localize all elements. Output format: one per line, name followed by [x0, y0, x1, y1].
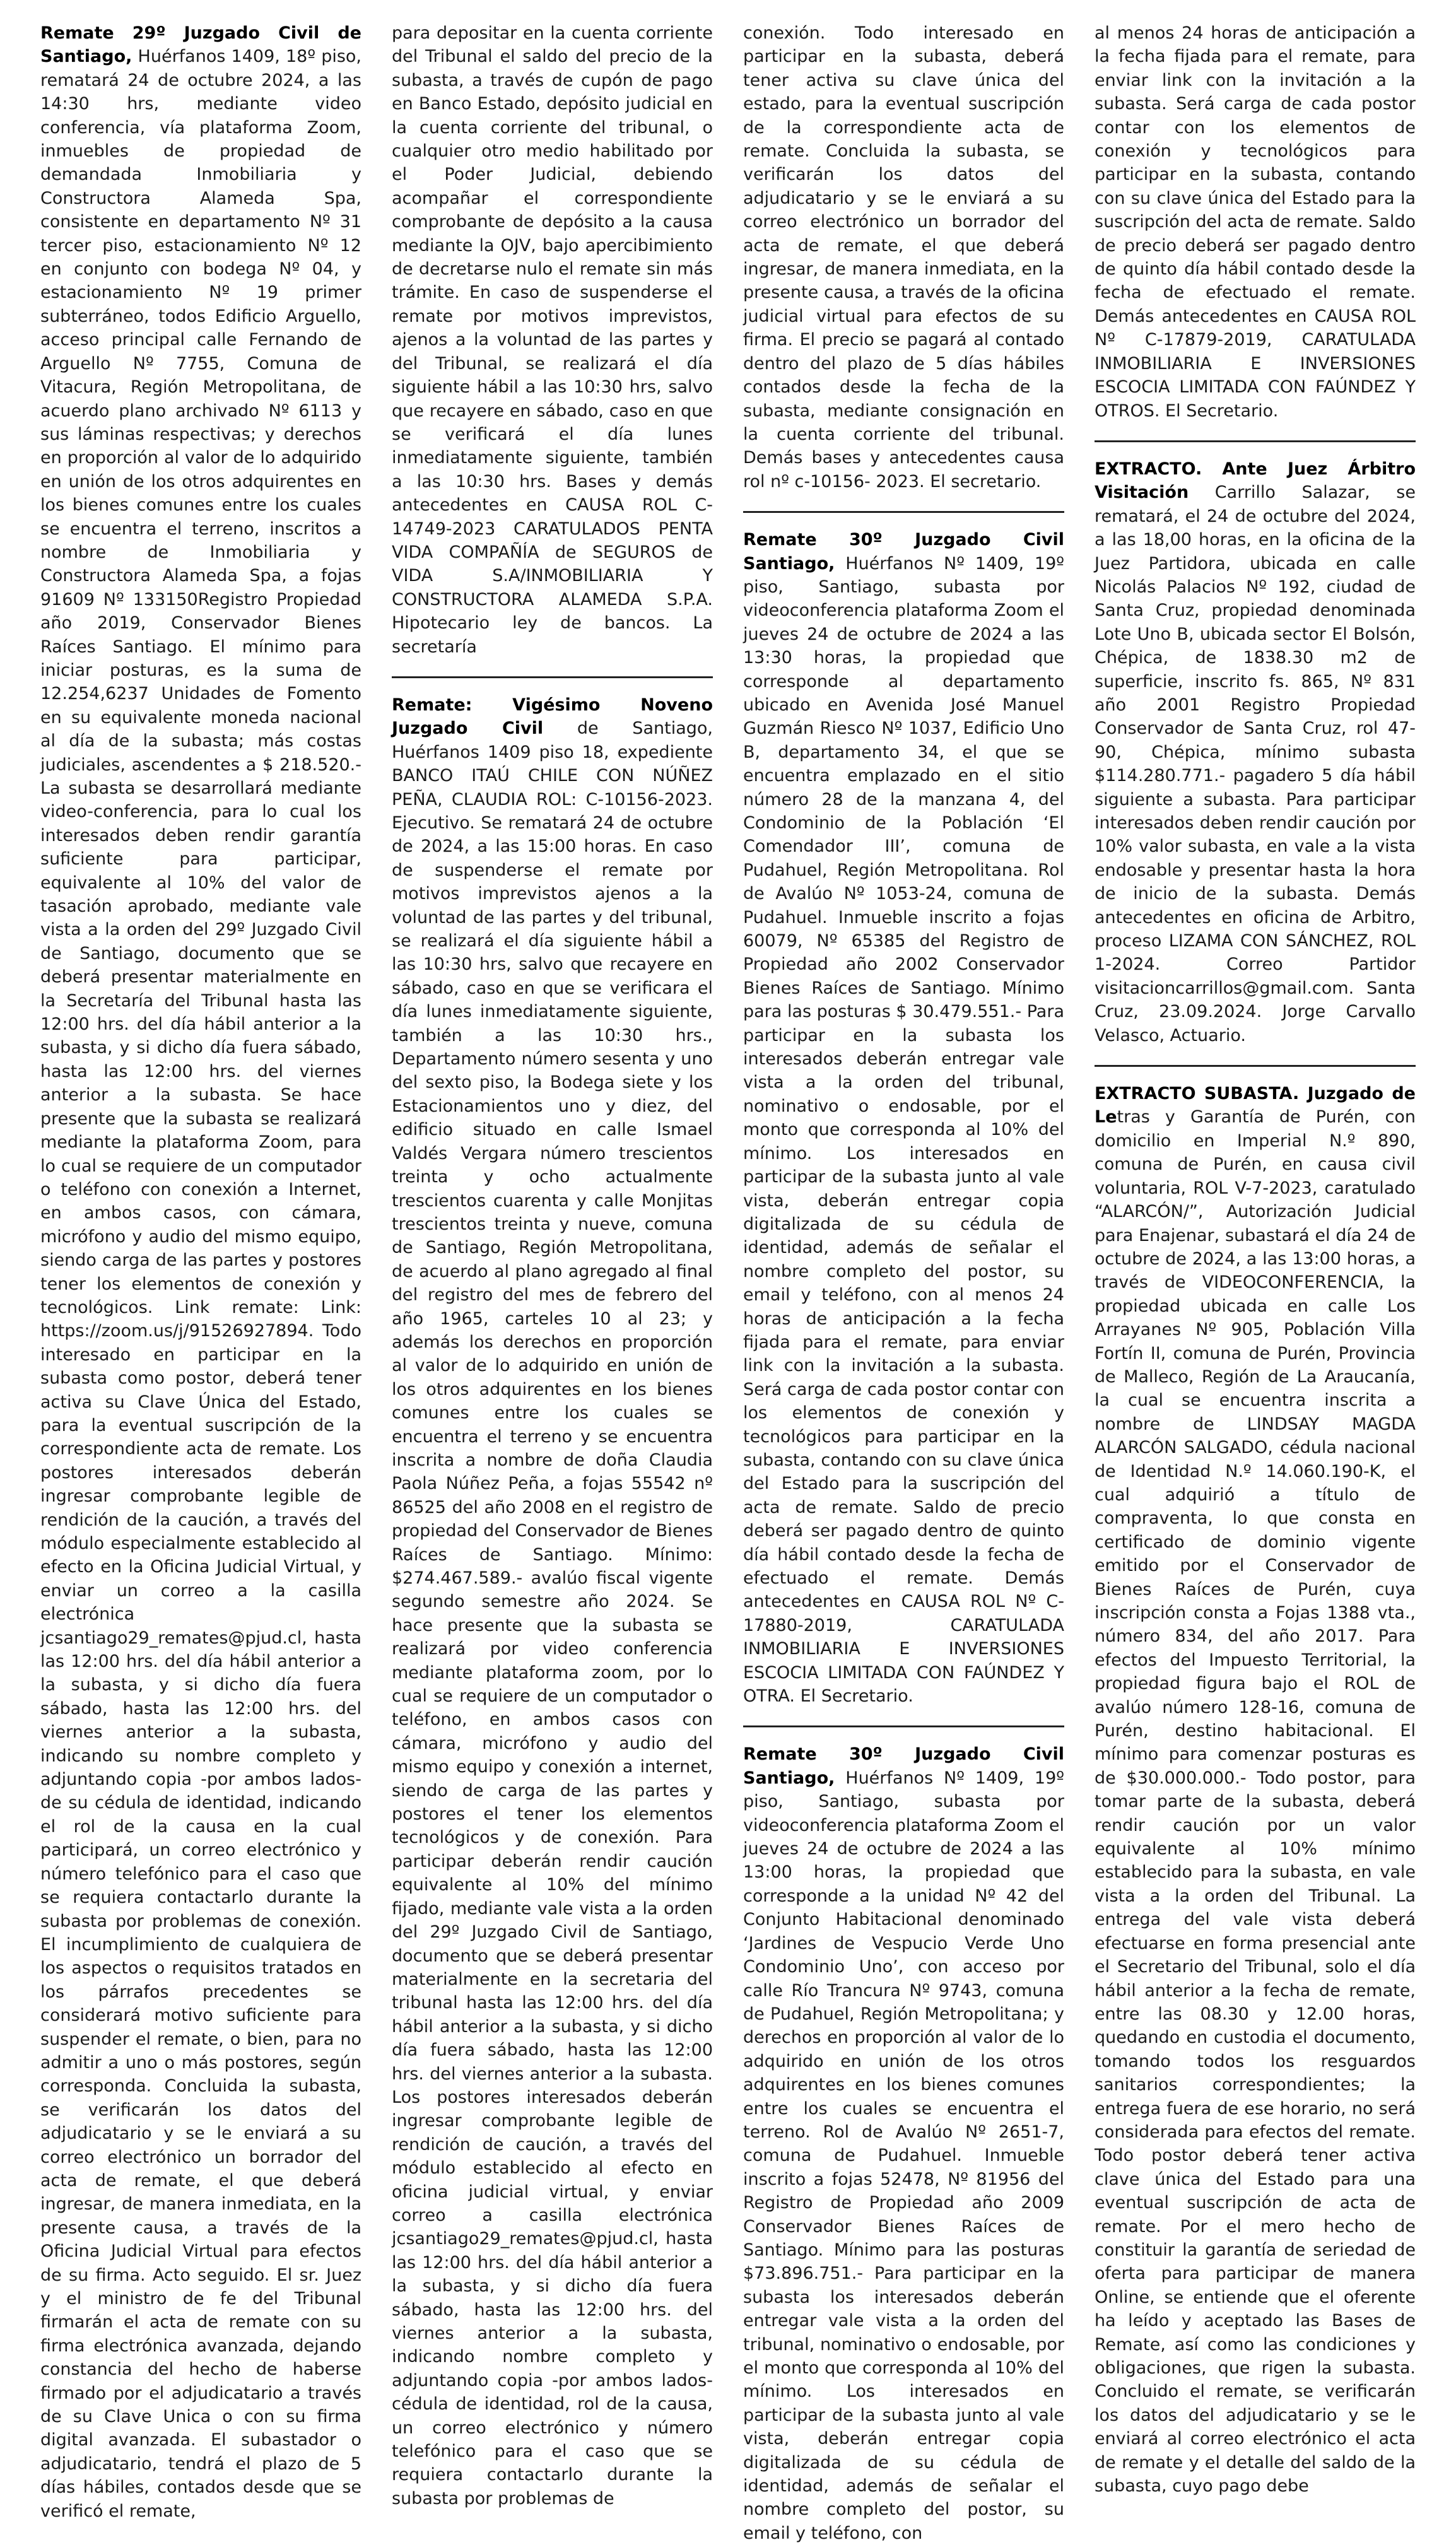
notice-extracto-juez-arbitro	[1095, 457, 1416, 1047]
notice-body: conexión. Todo interesado en participar en la subasta, deberá tener activa su clave única del estado, para la eventual suscripción de la correspondiente acta de remate. Concluida la subasta, se verificarán los datos del adjudicatario y se le enviará a su correo electrónico un borrador del acta de remate, el que deberá ingresar, de manera inmediata, en la presente causa, a través de la oficina judicial virtual para efectos de su firma. El precio se pagará al contado dentro del plazo de 5 días hábiles contados desde la fecha de la subasta, mediante consignación en la cuenta corriente del tribunal. Demás bases y antecedentes causa rol nº c-10156- 2023. El secretario.	[743, 23, 1064, 491]
notice-divider	[743, 1725, 1064, 1727]
notice-heading: EXTRACTO. Ante Juez Árbitro Visitación	[1095, 459, 1416, 503]
notice-body: Huérfanos Nº 1409, 19º piso, Santiago, subasta por videoconferencia plataforma Zoom el jueves 24 de octubre de 2024 a las 13:00 horas, la propiedad que corresponde a la unidad Nº 42 del Conjunto Habitacional denominado ‘Jardines de Vespucio Verde Uno Condominio Uno’, con acceso por calle Río Trancura Nº 9743, comuna de Pudahuel, Región Metropolitana; y derechos en proporción al valor de lo adquirido en unión de los otros adquirentes en los bienes comunes entre los cuales se encuentra el terreno. Rol de Avalúo Nº 2651-7, comuna de Pudahuel. Inmueble inscrito a fojas 52478, Nº 81956 del Registro de Propiedad año 2009 Conservador Bienes Raíces de Santiago. Mínimo para las posturas $73.896.751.- Para participar en la subasta los interesados deberán entregar vale vista a la orden del tribunal, nominativo o endosable, por el monto que corresponda al 10% del mínimo. Los interesados en participar de la subasta junto al vale vista, deberán entregar copia digitalizada de su cédula de identidad, además de señalar el nombre completo del postor, su email y teléfono, con	[743, 1768, 1064, 2543]
notice-continuation	[1095, 21, 1416, 423]
notice-body: de Santiago, Huérfanos 1409 piso 18, expediente BANCO ITAÚ CHILE CON NÚÑEZ PEÑA, CLAUDIA ROL: C-10156-2023. Ejecutivo. Se rematará 24 de octubre de 2024, a las 15:00 horas. En caso de suspenderse el remate por motivos imprevistos ajenos a la voluntad de las partes y del tribunal, se realizará el día siguiente hábil a las 10:30 hrs, salvo que recayere en sábado, caso en que se verificara el día lunes inmediatamente siguiente, también a las 10:30 hrs., Departamento número sesenta y uno del sexto piso, la Bodega siete y los Estacionamientos uno y diez, del edificio situado en calle Ismael Valdés Vergara número trescientos treinta y ocho actualmente trescientos cuarenta y calle Monjitas trescientos treinta y nueve, comuna de Santiago, Región Metropolitana, de acuerdo al plano agregado al final del registro del mes de febrero del año 1965, carteles 10 al 23; y además los derechos en proporción al valor de lo adquirido en unión de los otros adquirentes en los bienes comunes entre los cuales se encuentra el terreno y se encuentra inscrita a nombre de doña Claudia Paola Núñez Peña, a fojas 55542 nº 86525 del año 2008 en el registro de propiedad del Conservador de Bienes Raíces de Santiago. Mínimo: $274.467.589.- avalúo fiscal vigente segundo semestre año 2024. Se hace presente que la subasta se realizará por video conferencia mediante plataforma zoom, por lo cual se requiere de un computador o teléfono, en ambos casos con cámara, micrófono y audio del mismo equipo y conexión a internet, siendo de carga de las partes y postores el tener los elementos tecnológicos y de conexión. Para participar deberán rendir caución equivalente al 10% del mínimo fijado, mediante vale vista a la orden del 29º Juzgado Civil de Santiago, documento que se deberá presentar materialmente en la secretaria del tribunal hasta las 12:00 hrs. del día hábil anterior a la subasta, y si dicho día fuera sábado, hasta las 12:00 hrs. del viernes anterior a la subasta. Los postores interesados deberán ingresar comprobante legible de rendición de caución, a través del módulo establecido al efecto en oficina judicial virtual, y enviar correo a casilla electrónica jcsantiago29_remates@pjud.cl, hasta las 12:00 hrs. del día hábil anterior a la subasta, y si dicho día fuera sábado, hasta las 12:00 hrs. del viernes anterior a la subasta, indicando nombre completo y adjuntando copia -por ambos lados- cédula de identidad, rol de la causa, un correo electrónico y número telefónico para el caso que se requiera contactarlo durante la subasta por problemas de	[392, 719, 713, 2508]
notice-heading: Remate 29º Juzgado Civil de Santiago,	[40, 23, 361, 67]
column-3	[743, 21, 1064, 2543]
notice-body: para depositar en la cuenta corriente del Tribunal el saldo del precio de la subasta, a través de cupón de pago en Banco Estado, depósito judicial en la cuenta corriente del tribunal, o cualquier otro medio habilitado por el Poder Judicial, debiendo acompañar el correspondiente comprobante de depósito a la causa mediante la OJV, bajo apercibimiento de decretarse nulo el remate sin más trámite. En caso de suspenderse el remate por motivos imprevistos, ajenos a la voluntad de las partes y del Tribunal, se realizará el día siguiente hábil a las 10:30 hrs, salvo que recayere en sábado, caso en que se verificará el día lunes inmediatamente siguiente, también a las 10:30 hrs. Bases y demás antecedentes en CAUSA ROL C-14749-2023 CARATULADOS PENTA VIDA COMPAÑÍA de SEGUROS de VIDA S.A/INMOBILIARIA Y CONSTRUCTORA ALAMEDA S.P.A. Hipotecario ley de bancos. La secretaría	[392, 23, 713, 657]
notice-divider	[1095, 440, 1416, 442]
notice-heading: Remate 30º Juzgado Civil Santiago,	[743, 1744, 1064, 1788]
column-2	[392, 21, 713, 2508]
column-1	[40, 21, 361, 2521]
notice-divider	[392, 676, 713, 678]
notice-remate-vigesimo-noveno	[392, 693, 713, 2510]
notice-body: Carrillo Salazar, se rematará, el 24 de octubre del 2024, a las 18,00 horas, en la oficina de la Juez Partidora, ubicada en calle Nicolás Palacios Nº 192, ciudad de Santa Cruz, propiedad denominada Lote Uno B, ubicada sector El Bolsón, Chépica, de 1838.30 m2 de superficie, inscrito fs. 865, Nº 831 año 2001 Registro Propiedad Conservador de Santa Cruz, rol 47-90, Chépica, mínimo subasta $114.280.771.- pagadero 5 día hábil siguiente a subasta. Para participar interesados deben rendir caución por 10% valor subasta, en vale a la vista endosable y presentar hasta la hora de inicio de la subasta. Demás antecedentes en oficina de Arbitro, proceso LIZAMA CON SÁNCHEZ, ROL 1-2024. Correo Partidor visitacioncarrillos@gmail.com. Santa Cruz, 23.09.2024. Jorge Carvallo Velasco, Actuario.	[1095, 483, 1416, 1045]
notice-heading: EXTRACTO SUBASTA. Juzgado de Le	[1095, 1084, 1416, 1127]
notice-continuation	[743, 21, 1064, 493]
notice-continuation	[392, 21, 713, 659]
notice-body: Huérfanos Nº 1409, 19º piso, Santiago, subasta por videoconferencia plataforma Zoom el jueves 24 de octubre de 2024 a las 13:30 horas, la propiedad que corresponde al departamento ubicado en Avenida José Manuel Guzmán Riesco Nº 1037, Edificio Uno B, departamento 34, el que se encuentra emplazado en el sitio número 28 de la manzana 4, del Condominio de la Población ‘El Comendador III’, comuna de Pudahuel, Región Metropolitana. Rol de Avalúo Nº 1053-24, comuna de Pudahuel. Inmueble inscrito a fojas 60079, Nº 65385 del Registro de Propiedad año 2002 Conservador Bienes Raíces de Santiago. Mínimo para las posturas $ 30.479.551.- Para participar en la subasta los interesados deberán entregar vale vista a la orden del tribunal, nominativo o endosable, por el monto que corresponda al 10% del mínimo. Los interesados en participar de la subasta junto al vale vista, deberán entregar copia digitalizada de su cédula de identidad, además de señalar el nombre completo del postor, su email y teléfono, con al menos 24 horas de anticipación a la fecha fijada para el remate, para enviar link con la invitación a la subasta. Será carga de cada postor contar con los elementos de conexión y tecnológicos para participar en la subasta, contando con su clave única del Estado para la suscripción del acta de remate. Saldo de precio deberá ser pagado dentro de quinto día hábil contado desde la fecha de efectuado el remate. Demás antecedentes en CAUSA ROL Nº C-17880-2019, CARATULADA INMOBILIARIA E INVERSIONES ESCOCIA LIMITADA CON FAÚNDEZ Y OTRA. El Secretario.	[743, 553, 1064, 1707]
notice-body: al menos 24 horas de anticipación a la fecha fijada para el remate, para enviar link con la invitación a la subasta. Será carga de cada postor contar con los elementos de conexión y tecnológicos para participar en la subasta, contando con su clave única del Estado para la suscripción del acta de remate. Saldo de precio deberá ser pagado dentro de quinto día hábil contado desde la fecha de efectuado el remate. Demás antecedentes en CAUSA ROL Nº C-17879-2019, CARATULADA INMOBILIARIA E INVERSIONES ESCOCIA LIMITADA CON FAÚNDEZ Y OTROS. El Secretario.	[1095, 23, 1416, 421]
notice-remate-30-juzgado-b	[743, 1743, 1064, 2545]
notice-remate-29-juzgado-zoom	[40, 21, 361, 2523]
notice-divider	[743, 511, 1064, 513]
notice-body: tras y Garantía de Purén, con domicilio en Imperial N.º 890, comuna de Purén, en causa civil voluntaria, ROL V-7-2023, caratulado “ALARCÓN/”, Autorización Judicial para Enajenar, subastará el día 24 de octubre de 2024, a las 13:00 horas, a través de VIDEOCONFERENCIA, la propiedad ubicada en calle Los Arrayanes Nº 905, Población Villa Fortín II, comuna de Purén, Provincia de Malleco, Región de La Araucanía, la cual se encuentra inscrita a nombre de LINDSAY MAGDA ALARCÓN SALGADO, cédula nacional de Identidad N.º 14.060.190-K, el cual adquirió a título de compraventa, lo que consta en certificado de dominio vigente emitido por el Conservador de Bienes Raíces de Purén, cuya inscripción consta a Fojas 1388 vta., número 834, del año 2017. Para efectos del Impuesto Territorial, la propiedad figura bajo el ROL de avalúo número 128-16, comuna de Purén, destino habitacional. El mínimo para comenzar posturas es de $30.000.000.- Todo postor, para tomar parte de la subasta, deberá rendir caución por un valor equivalente al 10% mínimo establecido para la subasta, en vale vista a la orden del Tribunal. La entrega del vale vista deberá efectuarse en forma presencial ante el Secretario del Tribunal, solo el día hábil anterior a la fecha de remate, entre las 08.30 y 12.00 horas, quedando en custodia el documento, tomando todos los resguardos sanitarios correspondientes; la entrega fuera de ese horario, no será considerada para efectos del remate. Todo postor deberá tener activa clave única del Estado para una eventual suscripción de acta de remate. Por el mero hecho de constituir la garantía de seriedad de oferta para participar de manera Online, se entiende que el oferente ha leído y aceptado las Bases de Remate, así como las condiciones y obligaciones, que rigen la subasta. Concluido el remate, se verificarán los datos del adjudicatario y se le enviará al correo electrónico el acta de remate y el detalle del saldo de la subasta, cuyo pago debe	[1095, 1107, 1416, 2496]
notice-heading: Remate: Vigésimo Noveno Juzgado Civil	[392, 695, 713, 739]
notice-remate-30-juzgado-a	[743, 528, 1064, 1708]
notice-extracto-subasta-puren	[1095, 1082, 1416, 2498]
notice-divider	[1095, 1065, 1416, 1067]
notice-body: Huérfanos 1409, 18º piso, rematará 24 de octubre 2024, a las 14:30 hrs, mediante video conferencia, vía plataforma Zoom, inmuebles de propiedad de demandada Inmobiliaria y Constructora Alameda Spa, consistente en departamento Nº 31 tercer piso, estacionamiento Nº 12 en conjunto con bodega Nº 04, y estacionamiento Nº 19 primer subterráneo, todos Edificio Arguello, acceso principal calle Fernando de Arguello Nº 7755, Comuna de Vitacura, Región Metropolitana, de acuerdo plano archivado Nº 6113 y sus láminas respectivas; y derechos en proporción al valor de lo adquirido en unión de los otros adquirentes en los bienes comunes entre los cuales se encuentra el terreno, inscritos a nombre de Inmobiliaria y Constructora Alameda Spa, a fojas 91609 Nº 133150Registro Propiedad año 2019, Conservador Bienes Raíces Santiago. El mínimo para iniciar posturas, es la suma de 12.254,6237 Unidades de Fomento en su equivalente moneda nacional al día de la subasta; más costas judiciales, ascendentes a $ 218.520.- La subasta se desarrollará mediante video-conferencia, para lo cual los interesados deben rendir garantía suficiente para participar, equivalente al 10% del valor de tasación aprobado, mediante vale vista a la orden del 29º Juzgado Civil de Santiago, documento que se deberá presentar materialmente en la Secretaría del Tribunal hasta las 12:00 hrs. del día hábil anterior a la subasta, y si dicho día fuera sábado, hasta las 12:00 hrs. del viernes anterior a la subasta. Se hace presente que la subasta se realizará mediante la plataforma Zoom, para lo cual se requiere de un computador o teléfono con conexión a Internet, en ambos casos, con cámara, micrófono y audio del mismo equipo, siendo carga de las partes y postores tener los elementos de conexión y tecnológicos. Link remate: Link: https://zoom.us/j/91526927894. Todo interesado en participar en la subasta como postor, deberá tener activa su Clave Única del Estado, para la eventual suscripción de la correspondiente acta de remate. Los postores interesados deberán ingresar comprobante legible de rendición de la caución, a través del módulo especialmente establecido al efecto en la Oficina Judicial Virtual, y enviar un correo a la casilla electrónica jcsantiago29_remates@pjud.cl, hasta las 12:00 hrs. del día hábil anterior a la subasta, y si dicho día fuera sábado, hasta las 12:00 hrs. del viernes anterior a la subasta, indicando su nombre completo y adjuntando copia -por ambos lados- de su cédula de identidad, indicando el rol de la causa en la cual participará, un correo electrónico y número telefónico para el caso que se requiera contactarlo durante la subasta por problemas de conexión. El incumplimiento de cualquiera de los aspectos o requisitos tratados en los párrafos precedentes se considerará motivo suficiente para suspender el remate, o bien, para no admitir a uno o más postores, según corresponda. Concluida la subasta, se verificarán los datos del adjudicatario y se le enviará a su correo electrónico un borrador del acta de remate, el que deberá ingresar, de manera inmediata, en la presente causa, a través de la Oficina Judicial Virtual para efectos de su firma. Acto seguido. El sr. Juez y el ministro de fe del Tribunal firmarán el acta de remate con su firma electrónica avanzada, dejando constancia del hecho de haberse firmado por el adjudicatario a través de su Clave Unica o con su firma digital avanzada. El subastador o adjudicatario, tendrá el plazo de 5 días hábiles, contados desde que se verificó el remate,	[40, 47, 361, 2521]
column-4	[1095, 21, 1416, 2496]
notice-heading: Remate 30º Juzgado Civil Santiago,	[743, 530, 1064, 573]
